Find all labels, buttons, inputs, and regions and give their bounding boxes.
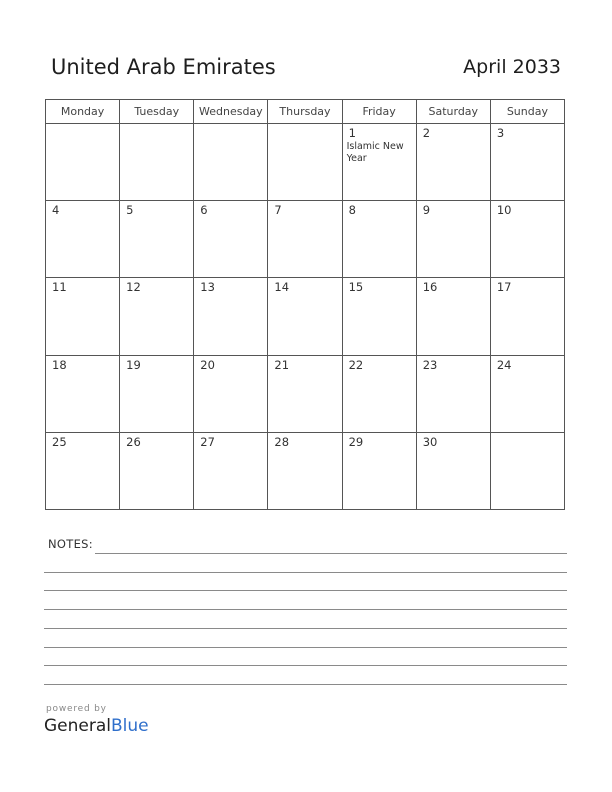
- day-number: 5: [126, 203, 134, 218]
- holiday-label: [417, 372, 490, 373]
- day-number: 26: [126, 434, 141, 449]
- day-number: 2: [422, 126, 431, 140]
- day-number: 8: [348, 203, 356, 218]
- day-cell: [120, 124, 194, 201]
- day-number: 17: [496, 280, 512, 295]
- day-cell: [194, 124, 268, 201]
- holiday-label: [194, 217, 267, 218]
- day-cell: [46, 355, 120, 432]
- day-number: 27: [200, 434, 215, 449]
- day-cell: [490, 124, 564, 201]
- day-cell: [120, 278, 194, 355]
- holiday-label: Islamic New Year: [346, 141, 404, 164]
- note-line: [44, 647, 567, 648]
- day-number: 11: [52, 280, 67, 295]
- notes-label: NOTES:: [48, 537, 93, 551]
- day-cell: [194, 355, 268, 432]
- day-cell: [490, 355, 564, 432]
- note-line: [44, 684, 567, 685]
- day-number: 18: [52, 357, 67, 372]
- week-row: [46, 432, 565, 509]
- holiday-label: [46, 217, 119, 218]
- powered-by-text: powered by: [46, 704, 107, 714]
- day-cell: [46, 278, 120, 355]
- day-cell: [268, 355, 342, 432]
- holiday-label: [268, 449, 341, 450]
- holiday-label: [417, 140, 490, 141]
- day-cell: [46, 432, 120, 509]
- holiday-label: [343, 294, 416, 295]
- holiday-label: [46, 449, 119, 450]
- weekday-header: Tuesday: [120, 100, 194, 124]
- day-number: 3: [496, 126, 505, 140]
- holiday-label: [46, 372, 119, 373]
- country-title: United Arab Emirates: [51, 55, 276, 79]
- day-cell: [46, 201, 120, 278]
- day-number: 22: [348, 357, 364, 372]
- day-cell: [120, 432, 194, 509]
- day-number: 14: [274, 280, 290, 295]
- week-row: [46, 201, 565, 278]
- day-cell: [342, 201, 416, 278]
- brand-general-text: General: [44, 716, 111, 736]
- brand-blue-text: Blue: [111, 716, 149, 736]
- day-number: 12: [126, 280, 141, 295]
- holiday-label: [268, 294, 341, 295]
- day-number: 1: [348, 126, 356, 140]
- day-cell: [342, 124, 416, 201]
- day-number: 9: [422, 203, 431, 218]
- day-cell: [490, 432, 564, 509]
- weekday-header-row: [46, 100, 565, 124]
- holiday-label: [194, 449, 267, 450]
- holiday-label: [194, 294, 267, 295]
- day-number: 4: [52, 203, 60, 218]
- day-number: 21: [274, 357, 290, 372]
- day-cell: [194, 201, 268, 278]
- holiday-label: [343, 372, 416, 373]
- day-number: 19: [126, 357, 141, 372]
- note-line: [44, 572, 567, 573]
- holiday-label: [46, 126, 119, 127]
- day-number: 23: [422, 357, 438, 372]
- day-cell: [268, 432, 342, 509]
- day-number: 10: [496, 203, 512, 218]
- weekday-header: Friday: [342, 100, 416, 124]
- day-cell: [268, 124, 342, 201]
- holiday-label: [343, 217, 416, 218]
- day-number: 7: [274, 203, 282, 218]
- day-cell: [268, 201, 342, 278]
- note-line: [44, 590, 567, 591]
- holiday-label: [120, 126, 193, 127]
- day-cell: [342, 432, 416, 509]
- holiday-label: [194, 372, 267, 373]
- day-cell: [416, 124, 490, 201]
- weekday-header: Saturday: [416, 100, 490, 124]
- day-number: 13: [200, 280, 215, 295]
- holiday-label: [491, 217, 564, 218]
- month-title: April 2033: [463, 56, 561, 78]
- week-row: [46, 124, 565, 201]
- day-number: 16: [422, 280, 438, 295]
- note-line: [44, 609, 567, 610]
- day-number: 6: [200, 203, 208, 218]
- holiday-label: [268, 372, 341, 373]
- weekday-header: Wednesday: [194, 100, 268, 124]
- holiday-label: [120, 372, 193, 373]
- weekday-header: Thursday: [268, 100, 342, 124]
- holiday-label: [268, 217, 341, 218]
- day-number: 25: [52, 434, 67, 449]
- day-cell: [416, 201, 490, 278]
- day-number: 29: [348, 434, 364, 449]
- day-number: 28: [274, 434, 290, 449]
- day-cell: [120, 201, 194, 278]
- holiday-label: [120, 449, 193, 450]
- holiday-label: [46, 294, 119, 295]
- day-cell: [342, 278, 416, 355]
- day-cell: [490, 201, 564, 278]
- day-cell: [194, 278, 268, 355]
- day-number: 30: [422, 434, 438, 449]
- day-cell: [416, 432, 490, 509]
- day-number: 15: [348, 280, 364, 295]
- holiday-label: [491, 372, 564, 373]
- day-cell: [268, 278, 342, 355]
- holiday-label: [417, 294, 490, 295]
- day-cell: [416, 278, 490, 355]
- holiday-label: [491, 294, 564, 295]
- holiday-label: [491, 435, 564, 436]
- day-cell: [194, 432, 268, 509]
- week-row: [46, 355, 565, 432]
- holiday-label: [491, 140, 564, 141]
- calendar-grid: [45, 99, 565, 510]
- holiday-label: [343, 449, 416, 450]
- note-line: [44, 628, 567, 629]
- day-cell: [490, 278, 564, 355]
- day-number: 24: [496, 357, 512, 372]
- weekday-header: Sunday: [490, 100, 564, 124]
- holiday-label: [268, 126, 341, 127]
- holiday-label: [194, 126, 267, 127]
- day-cell: [120, 355, 194, 432]
- day-cell: [342, 355, 416, 432]
- day-number: 20: [200, 357, 215, 372]
- day-cell: [416, 355, 490, 432]
- note-line: [95, 553, 567, 554]
- holiday-label: [417, 217, 490, 218]
- holiday-label: [120, 217, 193, 218]
- week-row: [46, 278, 565, 355]
- generalblue-logo: [44, 716, 149, 736]
- holiday-label: [120, 294, 193, 295]
- day-cell: [46, 124, 120, 201]
- note-line: [44, 665, 567, 666]
- weekday-header: Monday: [46, 100, 120, 124]
- holiday-label: [417, 449, 490, 450]
